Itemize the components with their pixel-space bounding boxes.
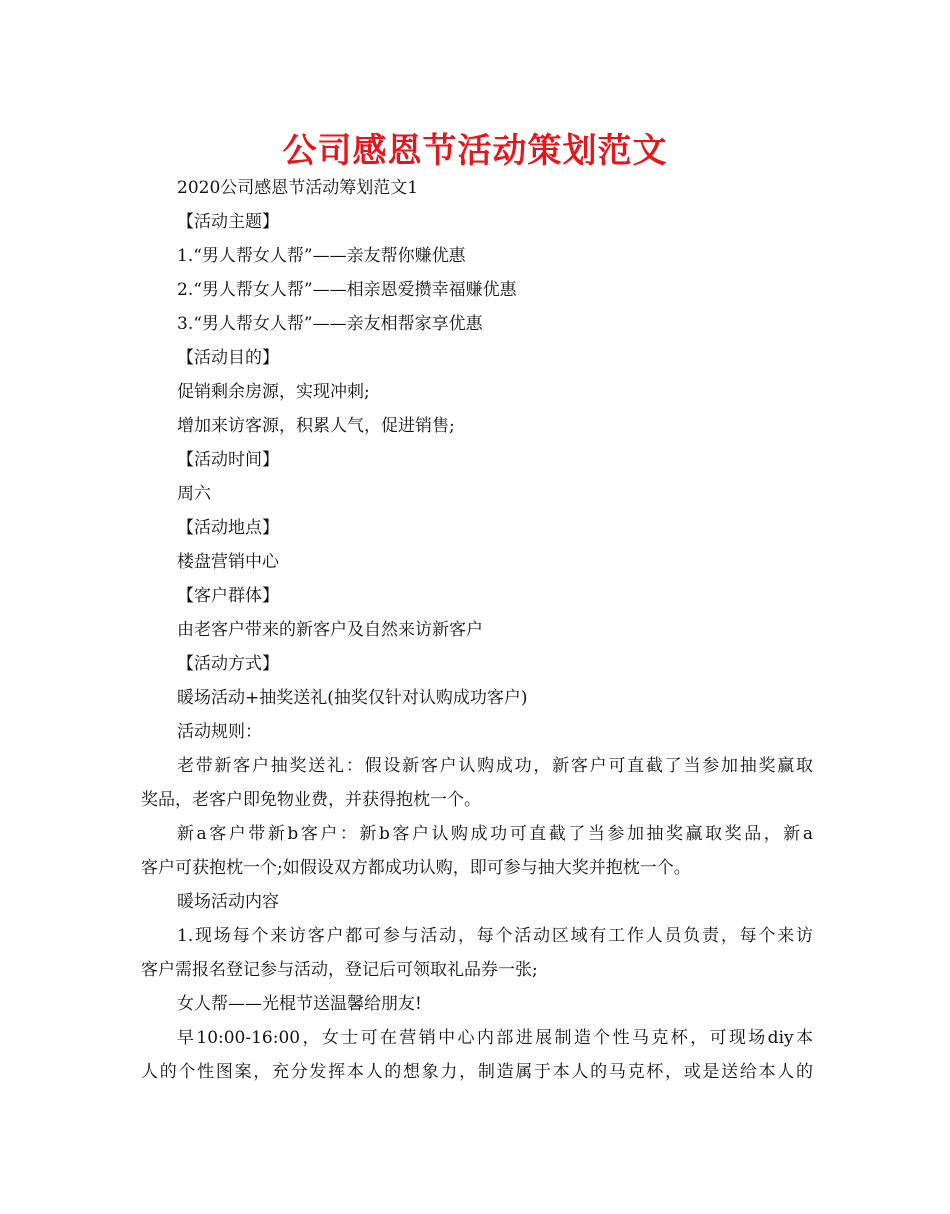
text-line: 活动规则：	[177, 722, 262, 742]
text-line: 楼盘营销中心	[177, 552, 279, 572]
text-line: 早10:00-16:00，女士可在营销中心内部进展制造个性马克杯，可现场diy本	[177, 1028, 813, 1048]
text-line: 2.“男人帮女人帮”——相亲恩爱攒幸福赚优惠	[177, 280, 517, 300]
text-line: 暖场活动内容	[177, 892, 279, 912]
text-line: 客户可获抱枕一个;如假设双方都成功认购，即可参与抽大奖并抱枕一个。	[141, 858, 691, 878]
text-line: 暖场活动+抽奖送礼(抽奖仅针对认购成功客户)	[177, 688, 528, 708]
text-line: 3.“男人帮女人帮”——亲友相帮家享优惠	[177, 314, 483, 334]
text-line: 【活动方式】	[177, 654, 279, 674]
text-line: 人的个性图案，充分发挥本人的想象力，制造属于本人的马克杯，或是送给本人的	[141, 1062, 813, 1082]
text-line: 老带新客户抽奖送礼：假设新客户认购成功，新客户可直截了当参加抽奖赢取	[177, 756, 813, 776]
text-line: 【活动地点】	[177, 518, 279, 538]
text-line: 【活动主题】	[177, 212, 279, 232]
text-line: 周六	[177, 484, 211, 504]
text-line: 1.现场每个来访客户都可参与活动，每个活动区域有工作人员负责，每个来访	[177, 926, 813, 946]
text-line: 新a客户带新b客户：新b客户认购成功可直截了当参加抽奖赢取奖品，新a	[177, 824, 813, 844]
text-line: 增加来访客源，积累人气，促进销售;	[177, 416, 455, 436]
document-title: 公司感恩节活动策划范文	[282, 131, 668, 171]
text-line: 客户需报名登记参与活动，登记后可领取礼品券一张;	[141, 960, 538, 980]
text-line: 【活动时间】	[177, 450, 279, 470]
text-line: 促销剩余房源，实现冲刺;	[177, 382, 370, 402]
text-line: 【活动目的】	[177, 348, 279, 368]
text-line: 1.“男人帮女人帮”——亲友帮你赚优惠	[177, 246, 466, 266]
text-line: 【客户群体】	[177, 586, 279, 606]
text-line: 女人帮——光棍节送温馨给朋友!	[177, 994, 422, 1014]
text-line: 2020公司感恩节活动筹划范文1	[177, 178, 419, 198]
text-line: 由老客户带来的新客户及自然来访新客户	[177, 620, 483, 640]
document-body	[141, 171, 813, 1089]
text-line: 奖品，老客户即免物业费，并获得抱枕一个。	[141, 790, 481, 810]
